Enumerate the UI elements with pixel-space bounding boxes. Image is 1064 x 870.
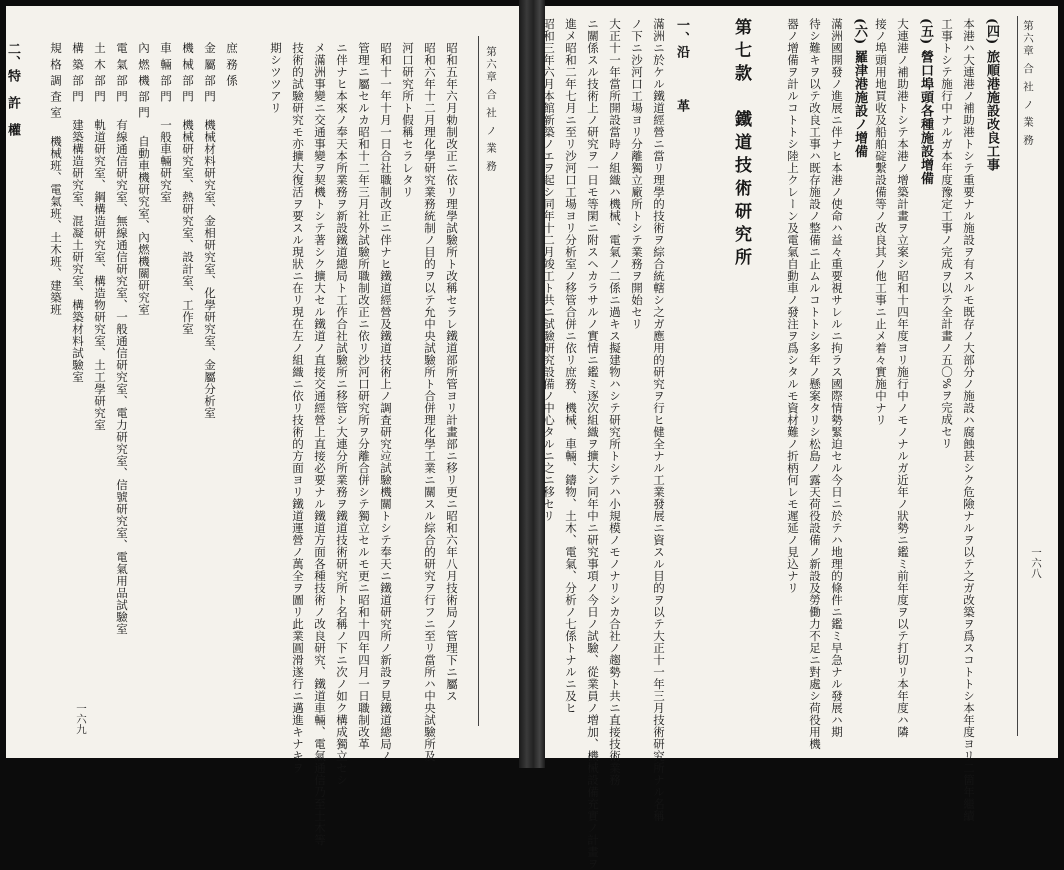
text-column: 管理ニ屬セルカ昭和十二年三月社外試驗所職制改正ニ依リ沙河口研究所ヲ分離合併シテ獨立セルモ更ニ昭和十四年四月一日職制改革 <box>357 42 371 750</box>
text-column: ノ下ニ沙河口工場ヨリ分離獨立廠所トシテ業務ヲ開始セリ <box>630 18 644 330</box>
text-column: 庶 務 係 <box>225 42 239 87</box>
right-text-columns <box>538 6 1002 870</box>
text-column: 技術的試驗研究モ亦擴大復活ヲ要スル現狀ニ在リ現在左ノ組織ニ依リ技術的方面ヨリ鐵道運營ノ萬全ヲ圖リ此業圓滑遂行ニ邁進キナキヲ <box>291 42 305 774</box>
text-column: 期シツツアリ <box>269 42 283 114</box>
text-column: 河口研究所ト假稱セラレタリ <box>401 42 415 198</box>
text-column <box>694 18 712 770</box>
page-number: 一六九 <box>75 702 87 734</box>
left-page <box>5 6 519 846</box>
header-rule <box>1017 16 1018 736</box>
text-column: 昭和十一年十月一日合社職制改正ニ伴ナヒ鐵道經營及鐵道技術上ノ調査研究竝試驗機關トシテ奉天ニ鐵道研究所ノ新設ヲ見鐵道總局ノ <box>379 42 393 762</box>
text-column: 車 輛 部 門 一般車輛研究室 <box>159 42 173 204</box>
text-column: 大正十一年當所開設當時ノ組織ハ機械、電氣ノ二係ニ過キス擬建物ハシテ研究所トシテハ小規模ノモノナリシカ合社ノ趨勢ト共ニ直接技術業務 <box>608 18 622 786</box>
text-column: 本港ハ大連港ノ補助港トシテ重要ナル施設ヲ有スルモ既存ノ大部分ノ施設ハ腐蝕甚シク危險ナルヲ以テ之ガ改築ヲ爲スコトトシ本年度ヨリ二箇年繼續 <box>962 18 976 822</box>
right-page <box>542 6 1058 870</box>
header-rule <box>478 36 479 726</box>
left-text-columns <box>0 6 463 846</box>
text-column: 昭和五年六月勅制改正ニ依リ理學試驗所ト改稱セラレ鐵道部所管ヨリ計畫部ニ移リ更ニ昭和六年八月技術局ノ管理下ニ屬ス <box>445 42 459 702</box>
text-column <box>762 18 780 770</box>
running-header: 第六章 合 社 ノ 業 務 <box>1022 20 1034 147</box>
text-column: 電 氣 部 門 有線通信研究室、無線通信研究室、一般通信研究室、電力研究室、信號研究室、電氣用品試驗室 <box>115 42 129 636</box>
section-heading: (五) 營口埠頭各種施設增備 <box>918 18 933 185</box>
text-column: 土 木 部 門 軌道研究室、鋼構造研究室、構造物研究室、土工學研究室 <box>93 42 107 432</box>
text-column: 進メ昭和二年七月ニ至リ沙河口工場ヨリ分析室ノ移管合併ニ依リ庶務、機械、車輛、鑄物、土木、電氣、分析ノ七係トナルニ及ヒ <box>564 18 578 714</box>
text-column: 滿洲ニ於ケル鐵道經營ニ當リ理學的技術ヲ綜合統轄シ之ガ應用的研究ヲ行ヒ健全ナル工業發展ニ資スル目的ヲ以テ大正十一年三月技術研究所ナル名稱 <box>652 18 666 822</box>
section-heading: (六) 羅津港施設ノ增備 <box>852 18 867 158</box>
text-column <box>25 42 43 794</box>
text-column: 內 燃 機 部 門 自動車機研究室、內燃機關研究室 <box>137 42 151 316</box>
page-number: 一六八 <box>1030 546 1042 578</box>
text-column <box>245 42 263 794</box>
text-column: 接ノ埠頭用地買收及船舶碇繫設備等ノ改良其ノ他工事ニ止メ着々實施中ナリ <box>874 18 888 426</box>
section-heading: 二、特 許 權 <box>5 42 20 137</box>
text-column: 昭和六年十二月理化學研究業務統制ノ目的ヲ以テ允中央試驗所ト合併理化學工業ニ關スル綜合的研究ヲ行フニ至リ當所ハ中央試驗所及 <box>423 42 437 762</box>
text-column: 待シ難キヲ以テ改良工事ハ既存施設ノ整備ニ止ムルコトトシ多年ノ懸案タリシ松島ノ露天荷役設備ノ新設及勞働力不足ニ對處シ荷役用機 <box>808 18 822 750</box>
text-column: ニ伴ナヒ本來ノ奉天本所業務ヲ新設鐵道總局ト工作合社試驗所ニ移管シ大連分所業務ヲ鐵道技術研究所ト名稱ノ下ニ次ノ如ク構成獨立セシ <box>335 42 349 786</box>
text-column: 大連港ノ補助港トシテ本港ノ增築計畫ヲ立案シ昭和十四年度ヨリ施行中ノモノナルガ近年ノ狀勢ニ鑑ミ前年度ヲ以テ打切リ本年度ハ隣 <box>896 18 910 738</box>
text-column: 規 格 調 査 室 機械班、電氣班、土木班、建築班 <box>49 42 63 316</box>
text-column: 滿洲國開發ノ進展ニ伴ナヒ本港ノ使命ハ益々重要視サレルニ拘ラス國際情勢緊迫セル今日ニ於テハ地理的條件ニ鑑ミ早急ナル發展ハ期 <box>830 18 844 738</box>
section-title: 第七款 鐵道技術研究所 <box>731 18 751 271</box>
section-heading: (四) 旅順港施設改良工事 <box>984 18 999 172</box>
section-heading: 一、沿 革 <box>674 18 689 113</box>
text-column: メ滿洲事變ニ交通事變ヲ契機トシテ著シク擴大セル鐵道ノ直接交通經營上直接必要ナル鐵道方面各種技術ノ改良研究、鐵道車輛、電氣通信乃至土木等 <box>313 42 327 846</box>
running-header: 第六章 合 社 ノ 業 務 <box>485 46 497 173</box>
text-column: 構 築 部 門 建築構造研究室、混凝土研究室、構築材料試驗室 <box>71 42 85 384</box>
text-column: 金 屬 部 門 機械材料研究室、金相研究室、化學研究室、金屬分析室 <box>203 42 217 420</box>
text-column: ニ關係スル技術上ノ研究ヲ一日モ等閑ニ附スヘカラサルノ實情ニ鑑ミ逐次組織ヲ擴大シ同年中ニ研究事項ノ今日ノ試驗、從業員ノ増加、機械設備充實ノ計畫ヲ <box>586 18 600 870</box>
text-column: 昭和三年六月本館新築ノエヲ起シ同年十二月竣工ト共ニ試驗研究設備ノ中心タルニ之ニ移セリ <box>542 18 556 522</box>
text-column: 器ノ增備ヲ計ルコトトシ陸上クレーン及電氣自動車ノ發注ヲ爲シタルモ資材難ノ折柄何レモ遲延ノ見込ナリ <box>786 18 800 594</box>
text-column: 機 械 部 門 機械研究室、熱研究室、設計室、工作室 <box>181 42 195 336</box>
text-column: 工事トシテ施行中ナルガ本年度豫定工事ノ完成ヲ以テ全計畫ノ五〇%ヲ完成セリ <box>940 18 954 450</box>
